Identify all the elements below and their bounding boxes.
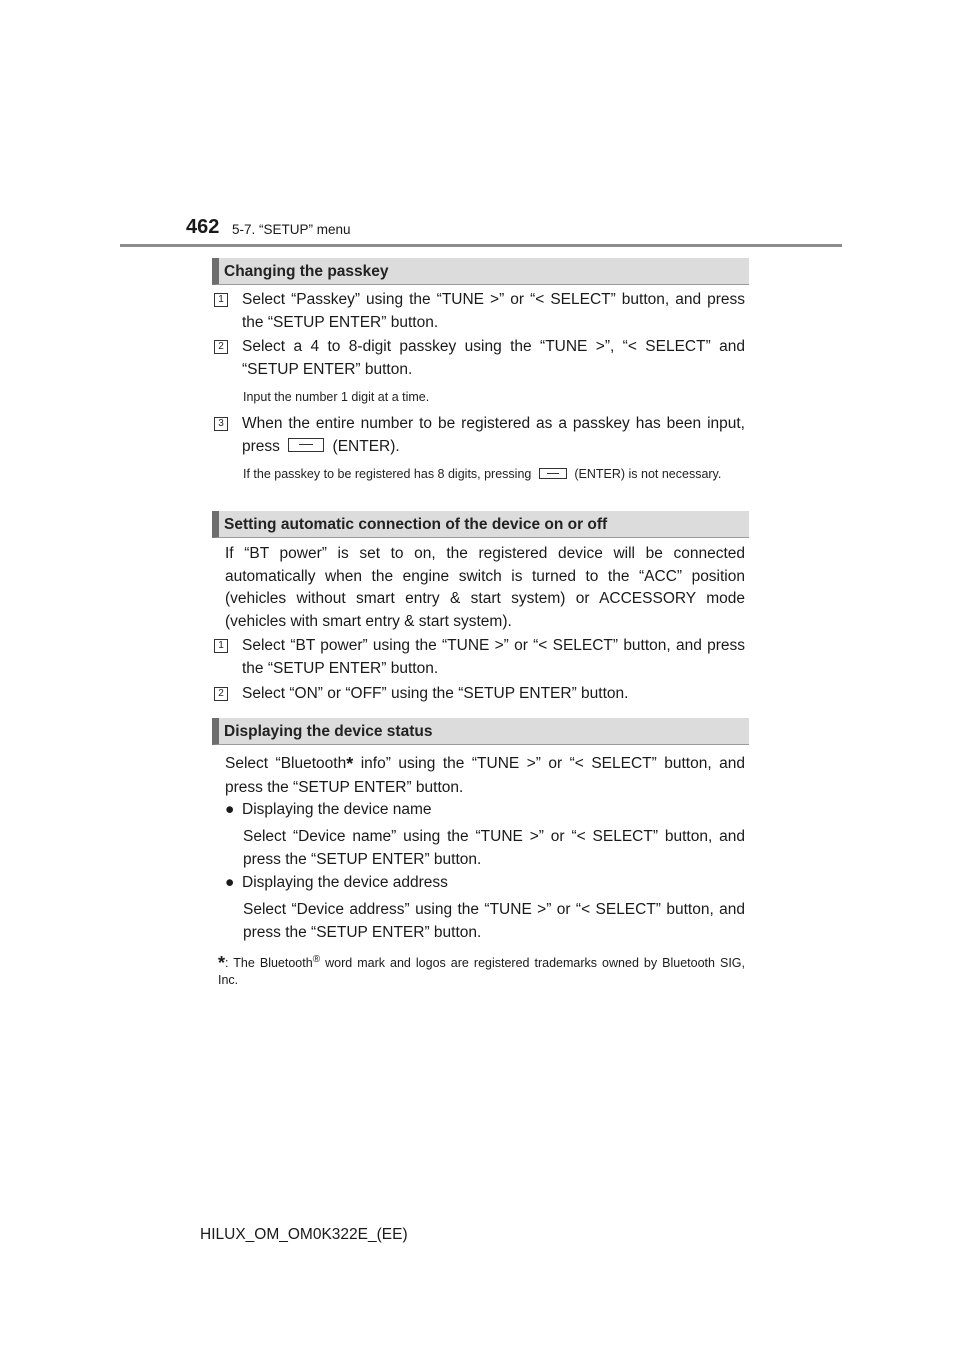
heading-changing-passkey: Changing the passkey [212, 258, 749, 285]
step-text [242, 413, 745, 458]
heading-device-status: Displaying the device status [212, 718, 749, 745]
step-number: 1 [214, 293, 228, 307]
heading-auto-connection: Setting automatic connection of the device on or off [212, 511, 749, 538]
step-number: 3 [214, 417, 228, 431]
asterisk-mark: * [346, 754, 354, 774]
enter-button-icon [288, 438, 324, 452]
footnote-part: : The Bluetooth [225, 956, 313, 971]
bullet-text: Select “Device name” using the “TUNE >” or “< SELECT” button, and press the “SETUP ENTER” button. [243, 828, 745, 868]
intro-part: Select “Bluetooth [225, 755, 347, 772]
intro-part: info” using the “TUNE >” or “< SELECT” button, and press the “SETUP ENTER” button. [225, 755, 745, 796]
document-code: HILUX_OM_OM0K322E_(EE) [200, 1226, 408, 1243]
note-part: (ENTER) is not necessary. [574, 467, 722, 481]
step-note [243, 466, 745, 482]
step-note: Input the number 1 digit at a time. [243, 390, 430, 404]
step-number: 2 [214, 687, 228, 701]
step-text: Select “Passkey” using the “TUNE >” or “< SELECT” button, and press the “SETUP ENTER” button. [242, 291, 745, 331]
bullet-title: Displaying the device name [242, 801, 432, 818]
step-number: 1 [214, 639, 228, 653]
step-text-part: (ENTER). [332, 437, 400, 455]
bullet-dot-icon: ● [225, 874, 235, 891]
bullet-title: Displaying the device address [242, 874, 448, 891]
bullet-dot-icon: ● [225, 801, 235, 818]
step-number: 2 [214, 340, 228, 354]
footnote [218, 951, 745, 989]
step-text-part: When the entire number to be registered as a passkey has been input, press [242, 415, 745, 455]
bullet-item [225, 799, 432, 821]
asterisk-mark: * [218, 953, 226, 974]
step-text: Select a 4 to 8-digit passkey using the “TUNE >”, “< SELECT” and “SETUP ENTER” button. [242, 338, 745, 378]
bullet-item [225, 872, 448, 894]
step-text: Select “BT power” using the “TUNE >” or “< SELECT” button, and press the “SETUP ENTER” button. [242, 637, 745, 677]
note-part: If the passkey to be registered has 8 digits, pressing [243, 467, 532, 481]
section-intro [225, 752, 745, 800]
page-number: 462 [186, 216, 220, 238]
step-text: Select “ON” or “OFF” using the “SETUP ENTER” button. [242, 685, 629, 702]
header-rule [120, 244, 842, 247]
section-title: 5-7. “SETUP” menu [232, 222, 351, 237]
bullet-text: Select “Device address” using the “TUNE >” or “< SELECT” button, and press the “SETUP ENTER” button. [243, 901, 745, 941]
footnote-part: word mark and logos are registered trademarks owned by Bluetooth SIG, Inc. [218, 956, 746, 988]
enter-button-icon [539, 468, 567, 479]
registered-mark: ® [312, 954, 321, 965]
section-intro: If “BT power” is set to on, the registered device will be connected automatically when the engine switch is turned to the “ACC” position (vehicles without smart entry & start system) or ACCESSORY mode (vehicles with smart entry & start system). [225, 545, 745, 630]
